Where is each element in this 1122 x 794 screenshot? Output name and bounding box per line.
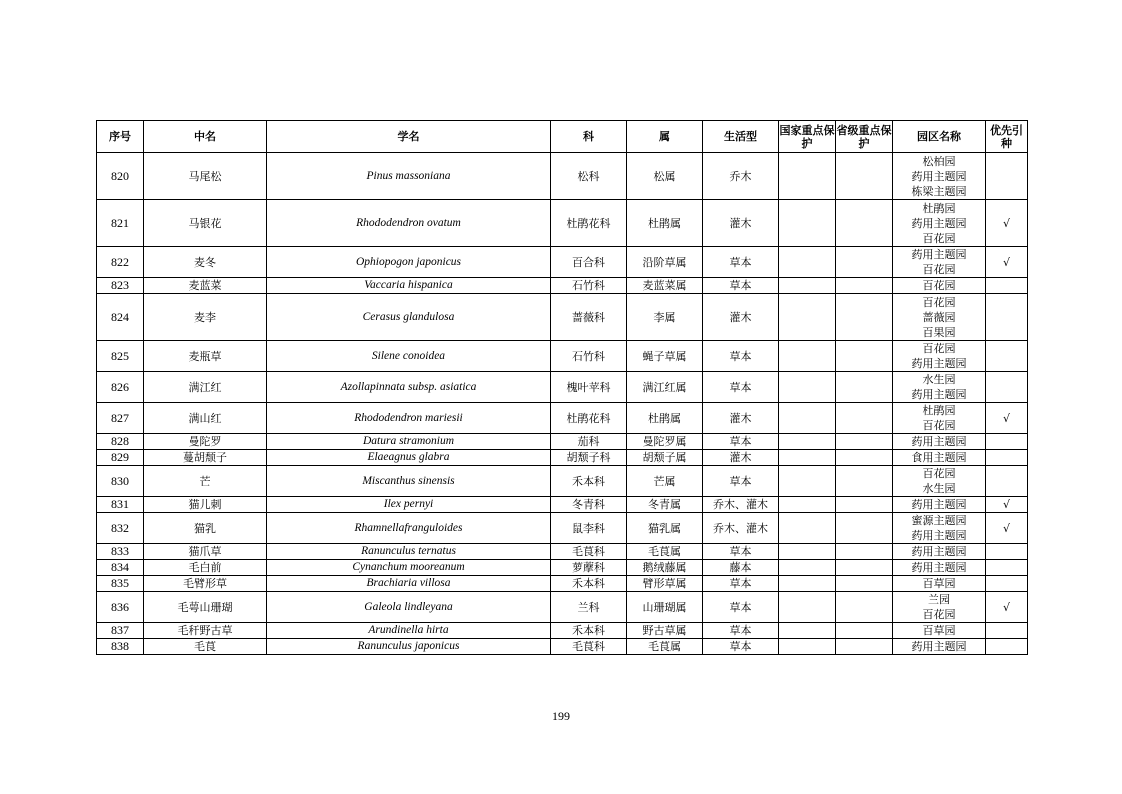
cell-life: 草本	[703, 623, 779, 639]
cell-genus: 臂形草属	[627, 576, 703, 592]
cell-no: 830	[97, 466, 144, 497]
cell-name: 毛秆野古草	[144, 623, 267, 639]
cell-family: 胡颓子科	[551, 450, 627, 466]
table-row	[97, 497, 1028, 513]
cell-family: 百合科	[551, 247, 627, 278]
cell-provincial	[836, 294, 893, 341]
header-provincial: 省级重点保护	[836, 121, 893, 153]
cell-name: 曼陀罗	[144, 434, 267, 450]
cell-zones	[893, 372, 986, 403]
cell-genus: 麦蓝菜属	[627, 278, 703, 294]
cell-sci: Arundinella hirta	[267, 623, 551, 639]
cell-life: 灌木	[703, 450, 779, 466]
cell-genus: 冬青属	[627, 497, 703, 513]
cell-no: 828	[97, 434, 144, 450]
cell-life: 草本	[703, 434, 779, 450]
cell-provincial	[836, 513, 893, 544]
cell-name: 马尾松	[144, 153, 267, 200]
cell-priority	[986, 639, 1028, 655]
plant-table	[96, 120, 1028, 655]
cell-life: 灌木	[703, 403, 779, 434]
cell-provincial	[836, 466, 893, 497]
cell-national	[779, 294, 836, 341]
zone-name: 百花园	[922, 467, 956, 480]
cell-zones	[893, 434, 986, 450]
zone-name: 兰园	[928, 593, 950, 606]
cell-provincial	[836, 576, 893, 592]
cell-name: 满山红	[144, 403, 267, 434]
cell-no: 834	[97, 560, 144, 576]
cell-no: 824	[97, 294, 144, 341]
header-row	[97, 121, 1028, 153]
cell-sci: Rhododendron ovatum	[267, 200, 551, 247]
zone-name: 杜鹃园	[922, 201, 956, 215]
cell-sci: Cerasus glandulosa	[267, 294, 551, 341]
zone-name: 杜鹃园	[922, 404, 956, 417]
zone-name: 药用主题园	[911, 357, 967, 370]
cell-genus: 沿阶草属	[627, 247, 703, 278]
cell-family: 蔷薇科	[551, 294, 627, 341]
cell-national	[779, 466, 836, 497]
cell-no: 827	[97, 403, 144, 434]
cell-genus: 松属	[627, 153, 703, 200]
zone-name: 栋梁主题园	[911, 184, 967, 198]
zone-name: 药用主题园	[911, 216, 967, 230]
cell-name: 麦蓝菜	[144, 278, 267, 294]
cell-genus: 李属	[627, 294, 703, 341]
cell-family: 杜鹃花科	[551, 200, 627, 247]
cell-family: 萝藦科	[551, 560, 627, 576]
cell-provincial	[836, 200, 893, 247]
cell-national	[779, 200, 836, 247]
cell-genus: 毛茛属	[627, 544, 703, 560]
header-genus: 属	[627, 121, 703, 153]
header-sci: 学名	[267, 121, 551, 153]
page-number: 199	[552, 709, 570, 723]
cell-sci: Ilex pernyi	[267, 497, 551, 513]
cell-no: 826	[97, 372, 144, 403]
cell-name: 麦冬	[144, 247, 267, 278]
cell-genus: 杜鹃属	[627, 200, 703, 247]
cell-priority	[986, 576, 1028, 592]
header-national: 国家重点保护	[779, 121, 836, 153]
cell-priority	[986, 341, 1028, 372]
zone-name: 药用主题园	[911, 545, 967, 558]
table-row	[97, 450, 1028, 466]
cell-national	[779, 341, 836, 372]
cell-no: 833	[97, 544, 144, 560]
cell-zones	[893, 623, 986, 639]
cell-no: 835	[97, 576, 144, 592]
cell-provincial	[836, 434, 893, 450]
cell-name: 猫儿刺	[144, 497, 267, 513]
cell-priority: √	[986, 403, 1028, 434]
zone-name: 水生园	[922, 482, 956, 495]
cell-name: 毛萼山珊瑚	[144, 592, 267, 623]
zone-name: 药用主题园	[911, 640, 967, 653]
cell-family: 鼠李科	[551, 513, 627, 544]
header-priority: 优先引种	[986, 121, 1028, 153]
cell-name: 麦李	[144, 294, 267, 341]
cell-priority	[986, 153, 1028, 200]
cell-no: 821	[97, 200, 144, 247]
cell-provincial	[836, 247, 893, 278]
cell-sci: Rhamnellafranguloides	[267, 513, 551, 544]
cell-no: 836	[97, 592, 144, 623]
table-row	[97, 513, 1028, 544]
cell-priority	[986, 372, 1028, 403]
cell-provincial	[836, 639, 893, 655]
cell-provincial	[836, 560, 893, 576]
cell-provincial	[836, 592, 893, 623]
cell-life: 草本	[703, 544, 779, 560]
cell-provincial	[836, 341, 893, 372]
cell-zones	[893, 450, 986, 466]
cell-national	[779, 372, 836, 403]
table-row	[97, 294, 1028, 341]
cell-no: 823	[97, 278, 144, 294]
cell-priority	[986, 560, 1028, 576]
cell-priority	[986, 623, 1028, 639]
cell-provincial	[836, 153, 893, 200]
cell-life: 灌木	[703, 200, 779, 247]
cell-zones	[893, 544, 986, 560]
cell-sci: Brachiaria villosa	[267, 576, 551, 592]
table-row	[97, 623, 1028, 639]
cell-no: 837	[97, 623, 144, 639]
cell-sci: Azollapinnata subsp. asiatica	[267, 372, 551, 403]
cell-priority: √	[986, 497, 1028, 513]
zone-name: 松柏园	[922, 154, 956, 168]
cell-life: 藤本	[703, 560, 779, 576]
cell-national	[779, 576, 836, 592]
cell-national	[779, 513, 836, 544]
cell-genus: 曼陀罗属	[627, 434, 703, 450]
cell-life: 草本	[703, 576, 779, 592]
cell-life: 草本	[703, 466, 779, 497]
cell-family: 兰科	[551, 592, 627, 623]
cell-national	[779, 497, 836, 513]
cell-genus: 蝇子草属	[627, 341, 703, 372]
cell-name: 马银花	[144, 200, 267, 247]
cell-family: 冬青科	[551, 497, 627, 513]
cell-provincial	[836, 623, 893, 639]
cell-sci: Ophiopogon japonicus	[267, 247, 551, 278]
table-row	[97, 372, 1028, 403]
zone-name: 百草园	[922, 624, 956, 637]
cell-sci: Pinus massoniana	[267, 153, 551, 200]
cell-sci: Elaeagnus glabra	[267, 450, 551, 466]
cell-zones	[893, 592, 986, 623]
cell-life: 灌木	[703, 294, 779, 341]
header-life: 生活型	[703, 121, 779, 153]
cell-sci: Miscanthus sinensis	[267, 466, 551, 497]
cell-name: 芒	[144, 466, 267, 497]
cell-national	[779, 639, 836, 655]
cell-genus: 毛茛属	[627, 639, 703, 655]
table-row	[97, 403, 1028, 434]
table-row	[97, 576, 1028, 592]
zone-name: 百花园	[922, 231, 956, 245]
cell-no: 822	[97, 247, 144, 278]
cell-zones	[893, 466, 986, 497]
cell-family: 毛茛科	[551, 639, 627, 655]
cell-provincial	[836, 450, 893, 466]
cell-family: 毛茛科	[551, 544, 627, 560]
cell-priority	[986, 466, 1028, 497]
cell-genus: 野古草属	[627, 623, 703, 639]
cell-life: 草本	[703, 278, 779, 294]
cell-no: 838	[97, 639, 144, 655]
cell-zones	[893, 153, 986, 200]
cell-family: 石竹科	[551, 341, 627, 372]
cell-priority	[986, 278, 1028, 294]
table-row	[97, 466, 1028, 497]
cell-national	[779, 247, 836, 278]
cell-zones	[893, 294, 986, 341]
cell-priority: √	[986, 247, 1028, 278]
cell-genus: 胡颓子属	[627, 450, 703, 466]
cell-sci: Rhododendron mariesii	[267, 403, 551, 434]
header-no: 序号	[97, 121, 144, 153]
cell-no: 825	[97, 341, 144, 372]
cell-name: 毛臂形草	[144, 576, 267, 592]
zone-name: 水生园	[922, 373, 956, 386]
cell-name: 猫爪草	[144, 544, 267, 560]
zone-name: 百花园	[922, 608, 956, 621]
table-row	[97, 200, 1028, 247]
cell-priority	[986, 450, 1028, 466]
cell-national	[779, 450, 836, 466]
cell-national	[779, 560, 836, 576]
zone-name: 药用主题园	[911, 248, 967, 261]
cell-national	[779, 592, 836, 623]
cell-genus: 芒属	[627, 466, 703, 497]
cell-priority: √	[986, 513, 1028, 544]
cell-national	[779, 278, 836, 294]
cell-name: 蔓胡颓子	[144, 450, 267, 466]
table-row	[97, 341, 1028, 372]
cell-zones	[893, 403, 986, 434]
cell-sci: Vaccaria hispanica	[267, 278, 551, 294]
cell-sci: Galeola lindleyana	[267, 592, 551, 623]
zone-name: 药用主题园	[911, 561, 967, 574]
cell-national	[779, 544, 836, 560]
cell-sci: Cynanchum mooreanum	[267, 560, 551, 576]
table-row	[97, 639, 1028, 655]
table-row	[97, 278, 1028, 294]
cell-life: 乔木、灌木	[703, 513, 779, 544]
cell-family: 禾本科	[551, 576, 627, 592]
cell-provincial	[836, 403, 893, 434]
cell-priority	[986, 434, 1028, 450]
cell-zones	[893, 341, 986, 372]
cell-family: 禾本科	[551, 623, 627, 639]
cell-zones	[893, 247, 986, 278]
cell-sci: Ranunculus ternatus	[267, 544, 551, 560]
cell-life: 乔木	[703, 153, 779, 200]
cell-family: 槐叶苹科	[551, 372, 627, 403]
zone-name: 百花园	[922, 279, 956, 292]
zone-name: 药用主题园	[911, 529, 967, 542]
header-name: 中名	[144, 121, 267, 153]
cell-genus: 猫乳属	[627, 513, 703, 544]
cell-genus: 满江红属	[627, 372, 703, 403]
zone-name: 药用主题园	[911, 388, 967, 401]
cell-priority	[986, 294, 1028, 341]
cell-life: 草本	[703, 372, 779, 403]
cell-family: 石竹科	[551, 278, 627, 294]
cell-zones	[893, 513, 986, 544]
zone-name: 蔷薇园	[922, 310, 956, 324]
cell-priority: √	[986, 200, 1028, 247]
cell-genus: 杜鹃属	[627, 403, 703, 434]
zone-name: 百花园	[922, 295, 956, 309]
cell-name: 毛白前	[144, 560, 267, 576]
cell-genus: 山珊瑚属	[627, 592, 703, 623]
zone-name: 百花园	[922, 263, 956, 276]
cell-family: 杜鹃花科	[551, 403, 627, 434]
cell-priority	[986, 544, 1028, 560]
header-family: 科	[551, 121, 627, 153]
cell-life: 草本	[703, 247, 779, 278]
cell-sci: Datura stramonium	[267, 434, 551, 450]
cell-national	[779, 623, 836, 639]
cell-provincial	[836, 497, 893, 513]
cell-sci: Ranunculus japonicus	[267, 639, 551, 655]
cell-name: 猫乳	[144, 513, 267, 544]
cell-no: 831	[97, 497, 144, 513]
cell-national	[779, 153, 836, 200]
cell-name: 满江红	[144, 372, 267, 403]
cell-sci: Silene conoidea	[267, 341, 551, 372]
cell-family: 松科	[551, 153, 627, 200]
cell-life: 草本	[703, 341, 779, 372]
table-row	[97, 247, 1028, 278]
cell-no: 832	[97, 513, 144, 544]
cell-life: 草本	[703, 592, 779, 623]
cell-family: 禾本科	[551, 466, 627, 497]
cell-zones	[893, 560, 986, 576]
cell-zones	[893, 576, 986, 592]
table-row	[97, 544, 1028, 560]
table-row	[97, 592, 1028, 623]
zone-name: 药用主题园	[911, 498, 967, 511]
header-zone: 园区名称	[893, 121, 986, 153]
cell-no: 820	[97, 153, 144, 200]
zone-name: 百花园	[922, 419, 956, 432]
zone-name: 食用主题园	[911, 451, 967, 464]
zone-name: 百花园	[922, 342, 956, 355]
zone-name: 药用主题园	[911, 435, 967, 448]
cell-genus: 鹅绒藤属	[627, 560, 703, 576]
cell-provincial	[836, 544, 893, 560]
cell-national	[779, 403, 836, 434]
cell-family: 茄科	[551, 434, 627, 450]
cell-zones	[893, 200, 986, 247]
zone-name: 药用主题园	[911, 169, 967, 183]
zone-name: 百果园	[922, 325, 956, 339]
table-row	[97, 434, 1028, 450]
cell-provincial	[836, 372, 893, 403]
cell-zones	[893, 639, 986, 655]
zone-name: 蜜源主题园	[911, 514, 967, 527]
cell-no: 829	[97, 450, 144, 466]
cell-priority: √	[986, 592, 1028, 623]
cell-name: 麦瓶草	[144, 341, 267, 372]
cell-life: 乔木、灌木	[703, 497, 779, 513]
cell-national	[779, 434, 836, 450]
cell-zones	[893, 278, 986, 294]
table-row	[97, 153, 1028, 200]
cell-provincial	[836, 278, 893, 294]
zone-name: 百草园	[922, 577, 956, 590]
cell-name: 毛茛	[144, 639, 267, 655]
cell-zones	[893, 497, 986, 513]
table-row	[97, 560, 1028, 576]
cell-life: 草本	[703, 639, 779, 655]
